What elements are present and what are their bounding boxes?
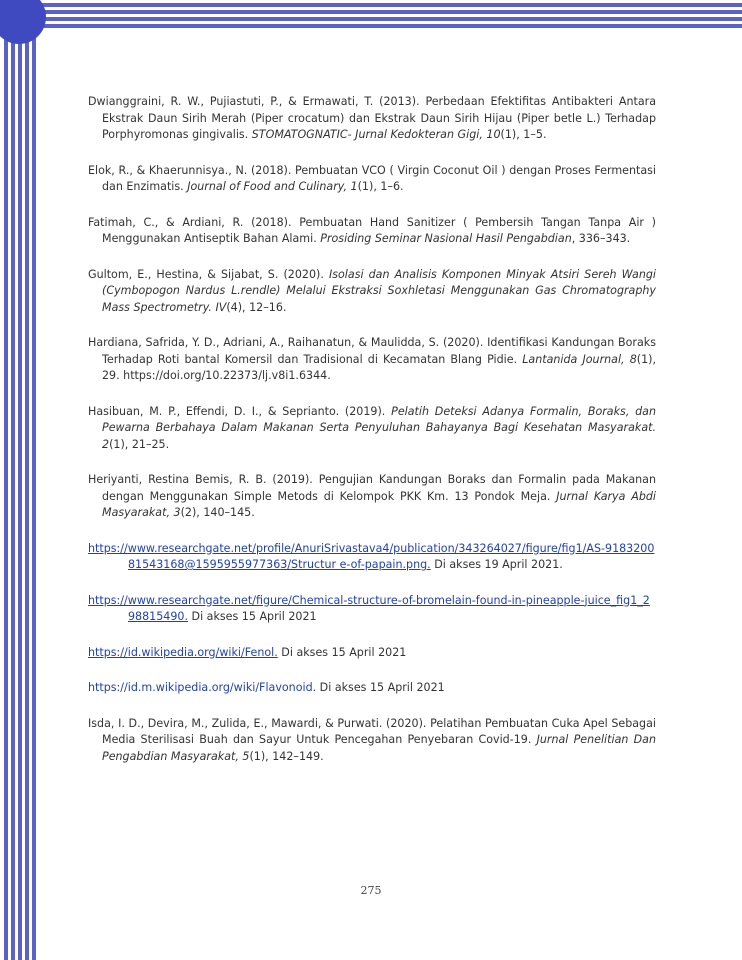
reference-details: (1), 1–6.: [357, 180, 404, 193]
web-reference: [88, 680, 656, 697]
reference-details: (1), 29. https://doi.org/10.22373/lj.v8i1.6344.: [102, 352, 656, 382]
reference-text: Dwianggraini, R. W., Pujiastuti, P., & Ermawati, T. (2013). Perbedaan Efektifitas Antibakteri Antara Ekstrak Daun Sirih Merah (Piper crocatum) dan Ekstrak Daun Sirih Hijau (Piper betle L.) Terhadap Porphyromonas gingivalis.: [88, 95, 656, 141]
access-date: Di akses 15 April 2021: [188, 610, 317, 623]
reference-journal: Pelatih Deteksi Adanya Formalin, Boraks, dan Pewarna Berbahaya Dalam Makanan Serta Penyuluhan Bahayanya Bagi Kesehatan Masyarakat. 2: [102, 404, 657, 451]
reference-details: (1), 21–25.: [109, 437, 170, 451]
reference-entry: [88, 163, 656, 196]
reference-journal: Jurnal Penelitian Dan Pengabdian Masyarakat, 5: [102, 733, 657, 763]
access-date: Di akses 15 April 2021: [316, 681, 445, 694]
left-decorative-bar: [0, 0, 40, 960]
access-date: Di akses 19 April 2021.: [430, 558, 563, 571]
reference-journal: Isolasi dan Analisis Komponen Minyak Atsiri Sereh Wangi (Cymbopogon Nardus L.rendle) Melalui Ekstraksi Soxhletasi Menggunakan Gas Chromatography Mass Spectrometry. IV: [102, 267, 656, 314]
reference-details: , 336–343.: [571, 232, 631, 245]
reference-journal: Jurnal Karya Abdi Masyarakat, 3: [102, 489, 656, 519]
web-reference-url[interactable]: https://id.m.wikipedia.org/wiki/Flavonoid.: [88, 681, 317, 694]
web-reference: [88, 645, 656, 662]
reference-entry: [88, 335, 656, 385]
web-reference: [88, 541, 656, 574]
page-number: 275: [360, 884, 382, 897]
web-reference-link[interactable]: https://www.researchgate.net/figure/Chemical-structure-of-bromelain-found-in-pineapple-juice_fig1_298815490.: [88, 593, 650, 623]
reference-entry: [88, 716, 656, 766]
reference-entry: [88, 215, 656, 248]
reference-text: Gultom, E., Hestina, & Sijabat, S. (2020).: [88, 267, 329, 281]
reference-list: [88, 94, 656, 765]
reference-journal: Lantanida Journal, 8: [522, 352, 637, 366]
reference-entry: [88, 94, 656, 144]
reference-journal: Prosiding Seminar Nasional Hasil Pengabdian: [320, 232, 572, 245]
reference-text: Heriyanti, Restina Bemis, R. B. (2019). Pengujian Kandungan Boraks dan Formalin pada Makanan dengan Menggunakan Simple Metods di Kelompok PKK Km. 13 Pondok Meja.: [88, 473, 656, 503]
reference-details: (4), 12–16.: [226, 300, 287, 314]
reference-text: Fatimah, C., & Ardiani, R. (2018). Pembuatan Hand Sanitizer ( Pembersih Tangan Tanpa Air ) Menggunakan Antiseptik Bahan Alami.: [88, 215, 656, 245]
web-reference-link[interactable]: https://www.researchgate.net/profile/AnuriSrivastava4/publication/343264027/figure/fig1/AS-918320081543168@1595955977363/Structur e-of-papain.png.: [88, 541, 655, 571]
reference-text: Isda, I. D., Devira, M., Zulida, E., Mawardi, & Purwati. (2020). Pelatihan Pembuatan Cuka Apel Sebagai Media Sterilisasi Buah dan Sayur Untuk Pencegahan Penyebaran Covid-19.: [88, 716, 656, 746]
reference-details: (2), 140–145.: [180, 506, 255, 519]
reference-journal: STOMATOGNATIC- Jurnal Kedokteran Gigi, 10: [251, 128, 501, 141]
reference-entry: [88, 267, 656, 317]
reference-text: Elok, R., & Khaerunnisya., N. (2018). Pembuatan VCO ( Virgin Coconut Oil ) dengan Proses Fermentasi dan Enzimatis.: [88, 163, 656, 193]
reference-details: (1), 142–149.: [249, 749, 324, 763]
reference-text: Hardiana, Safrida, Y. D., Adriani, A., Raihanatun, & Maulidda, S. (2020). Identifikasi Kandungan Boraks Terhadap Roti bantal Komersil dan Tradisional di Kecamatan Blang Pidie.: [88, 336, 656, 366]
web-reference-link[interactable]: https://id.wikipedia.org/wiki/Fenol.: [88, 645, 278, 659]
access-date: Di akses 15 April 2021: [277, 645, 407, 659]
reference-journal: Journal of Food and Culinary, 1: [187, 180, 358, 193]
reference-entry: [88, 472, 656, 522]
reference-details: (1), 1–5.: [500, 128, 547, 141]
top-decorative-bar: [30, 0, 742, 34]
reference-entry: [88, 404, 656, 454]
web-reference: [88, 593, 656, 626]
reference-text: Hasibuan, M. P., Effendi, D. I., & Seprianto. (2019).: [88, 404, 392, 418]
